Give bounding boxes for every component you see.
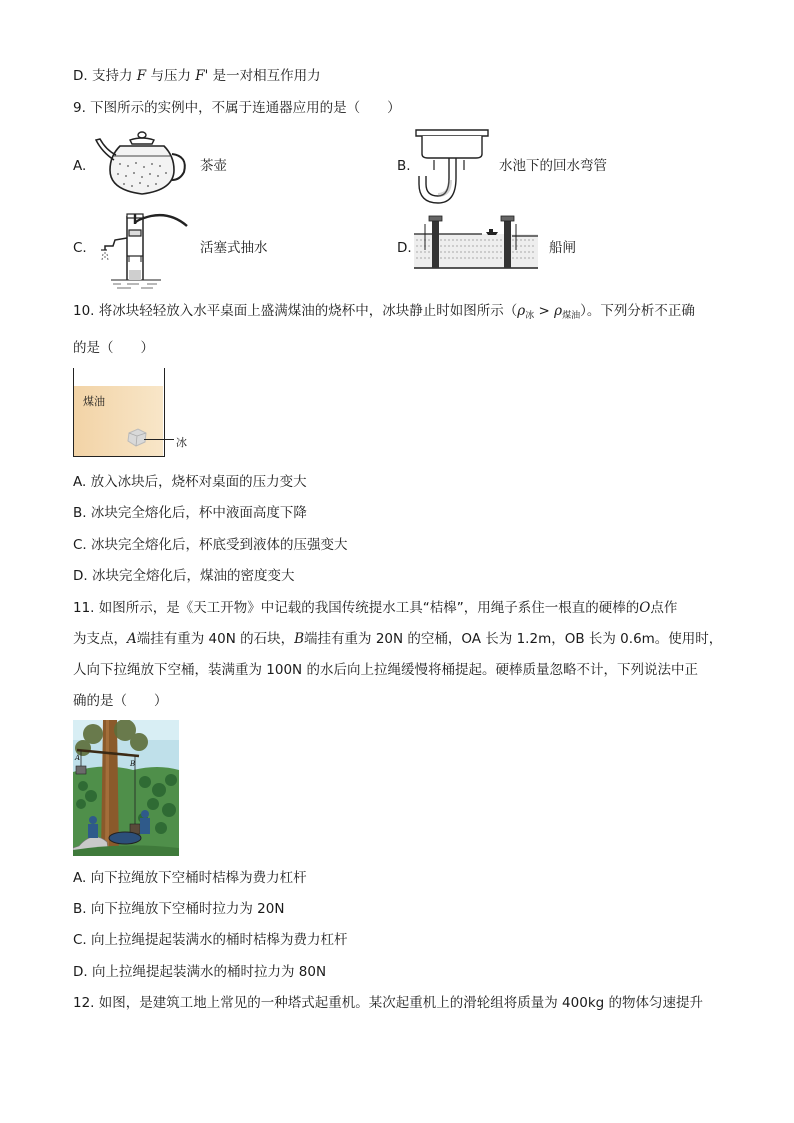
rho-oil-subscript: 煤油 <box>562 311 581 321</box>
q9-option-d-letter: D. <box>397 240 412 256</box>
sink-trap-icon <box>414 126 490 204</box>
greater-than: > <box>534 303 555 319</box>
q12-stem: 12. 如图，是建筑工地上常见的一种塔式起重机。某次起重机上的滑轮组将质量为 400kg 的物体匀速提升 <box>73 995 703 1011</box>
q10-stem-line2: 的是（ ） <box>73 340 154 356</box>
beaker-outline <box>73 368 165 457</box>
ice-label: 冰 <box>176 436 187 449</box>
q9-option-a-label: 茶壶 <box>200 158 227 174</box>
q11-text-2: 点作 <box>650 600 678 616</box>
ice-pointer-line <box>144 439 174 440</box>
q10-stem-text: 10. 将冰块轻轻放入水平桌面上盛满煤油的烧杯中，冰块静止时如图所示（ <box>73 303 518 319</box>
q9-option-c-label: 活塞式抽水 <box>200 240 268 256</box>
q10-option-b: B. 冰块完全熔化后，杯中液面高度下降 <box>73 505 307 521</box>
q11-stem-line3: 人向下拉绳放下空桶，装满重为 100N 的水后向上拉绳缓慢将桶提起。硬棒质量忽略不计，下列说法中正 <box>73 662 698 678</box>
q8-option-d <box>73 66 321 86</box>
q11-option-d: D. 向上拉绳提起装满水的桶时拉力为 80N <box>73 964 327 980</box>
beaker-figure <box>73 368 165 458</box>
piston-pump-icon <box>91 210 191 292</box>
q11-option-c: C. 向上拉绳提起装满水的桶时桔槔为费力杠杆 <box>73 932 348 948</box>
well-sweep-illustration <box>73 720 179 856</box>
q11-text-4: 端挂有重为 40N 的石块， <box>136 631 295 647</box>
q9-option-b-letter: B. <box>397 158 411 174</box>
q9-option-b-label: 水池下的回水弯管 <box>499 158 607 174</box>
q10-option-a: A. 放入冰块后，烧杯对桌面的压力变大 <box>73 474 307 490</box>
q9-option-c-letter: C. <box>73 240 87 256</box>
q11-option-b: B. 向下拉绳放下空桶时拉力为 20N <box>73 901 285 917</box>
figure-point-b: B <box>130 760 136 768</box>
q8-option-d-text: D. 支持力 <box>73 68 133 84</box>
ice-cube-icon <box>126 427 148 447</box>
q10-stem-text-2: ）。下列分析不正确 <box>580 303 695 319</box>
kerosene-label: 煤油 <box>83 395 105 408</box>
q11-option-a: A. 向下拉绳放下空桶时桔槔为费力杠杆 <box>73 870 307 886</box>
q10-stem-line1 <box>73 301 695 326</box>
q11-stem-line4: 确的是（ ） <box>73 693 168 709</box>
q11-text: 11. 如图所示，是《天工开物》中记载的我国传统提水工具“桔槔”，用绳子系住一根直的硬棒的 <box>73 600 640 616</box>
point-B: B <box>294 631 305 647</box>
q8-option-d-text-3: 是一对相互作用力 <box>212 68 321 84</box>
q11-text-3: 为支点， <box>73 631 127 647</box>
q8-option-d-text-2: 与压力 <box>150 68 191 84</box>
q11-text-5: 端挂有重为 20N 的空桶，OA 长为 1.2m，OB 长为 0.6m。使用时， <box>304 631 723 647</box>
point-O: O <box>639 600 651 616</box>
figure-point-a: A <box>75 754 81 762</box>
q11-stem-line2 <box>73 629 722 649</box>
rho-symbol-2: ρ <box>554 303 563 319</box>
point-A: A <box>127 631 137 647</box>
teapot-icon <box>92 126 192 200</box>
variable-F: F <box>136 68 147 84</box>
q9-option-a-letter: A. <box>73 158 87 174</box>
rho-ice-subscript: 冰 <box>525 311 535 321</box>
q10-option-c: C. 冰块完全熔化后，杯底受到液体的压强变大 <box>73 537 348 553</box>
ship-lock-icon <box>412 214 540 274</box>
q9-stem: 9. 下图所示的实例中，不属于连通器应用的是（ ） <box>73 100 401 116</box>
q11-stem-line1 <box>73 598 677 618</box>
rho-symbol: ρ <box>517 303 526 319</box>
q10-option-d: D. 冰块完全熔化后，煤油的密度变大 <box>73 568 295 584</box>
variable-F-prime: F' <box>195 68 209 84</box>
q9-option-d-label: 船闸 <box>549 240 576 256</box>
